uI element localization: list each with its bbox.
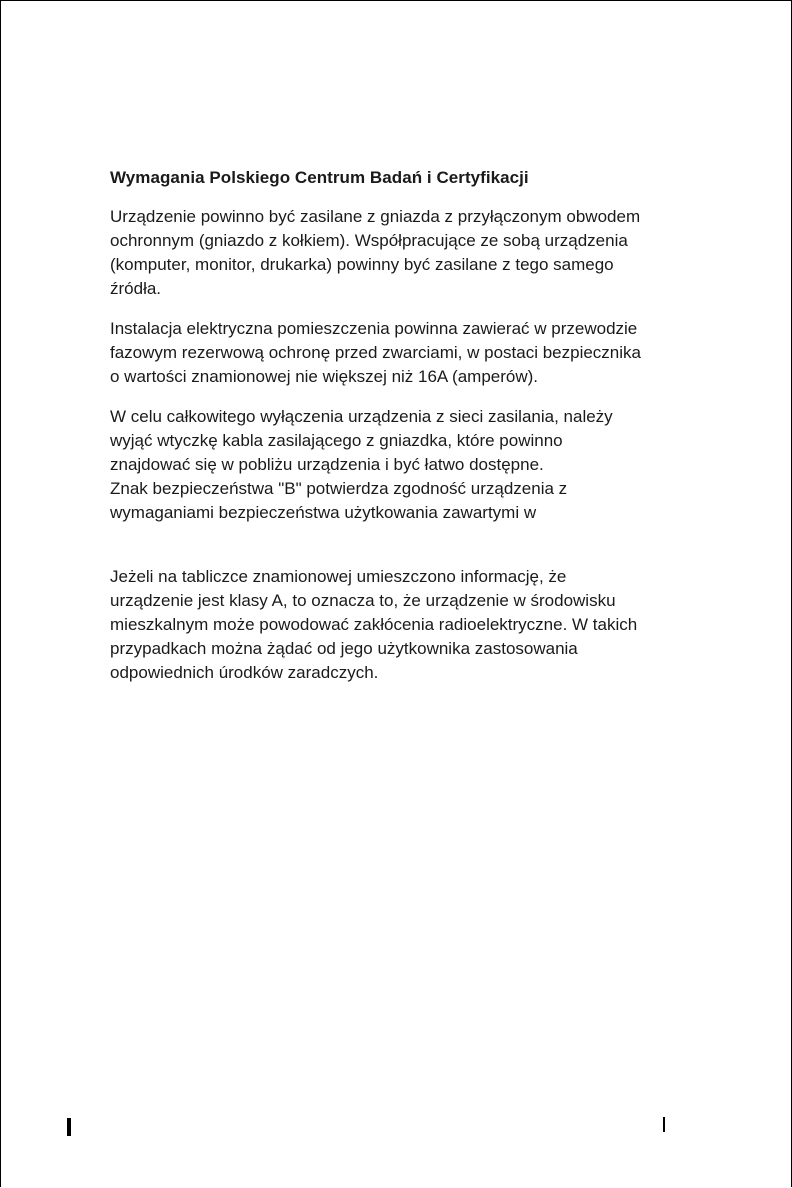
paragraph-power-supply: Urządzenie powinno być zasilane z gniazda z przyłączonym obwodem ochronnym (gniazdo z kołkiem). Współpracujące ze sobą urządzenia (komputer, monitor, drukarka) powinny być zasilane z tego samego źródła. xyxy=(110,207,641,298)
paragraph-electrical-installation: Instalacja elektryczna pomieszczenia powinna zawierać w przewodzie fazowym rezerwową ochronę przed zwarciami, w postaci bezpiecznika o wartości znamionowej nie większej niż 16A (amperów). xyxy=(110,319,641,386)
page-title: Wymagania Polskiego Centrum Badań i Certyfikacji xyxy=(110,168,529,187)
paragraph-disconnect: W celu całkowitego wyłączenia urządzenia z sieci zasilania, należy wyjąć wtyczkę kabla zasilającego z gniazdka, które powinno znajdować się w pobliżu urządzenia i być łatwo dostępne. xyxy=(110,407,613,474)
footer-right-marker xyxy=(663,1117,665,1132)
paragraph-class-a: Jeżeli na tabliczce znamionowej umieszczono informację, że urządzenie jest klasy A, to oznacza to, że urządzenie w środowisku mieszkalnym może powodować zakłócenia radioelektryczne. W takich przypadkach można żądać od jego użytkownika zastosowania odpowiednich úrodków zaradczych. xyxy=(110,567,638,682)
paragraph-safety-mark: Znak bezpieczeństwa "B" potwierdza zgodność urządzenia z wymaganiami bezpieczeństwa użytkowania zawartymi w xyxy=(110,479,568,522)
document-body xyxy=(110,167,710,685)
footer-left-marker xyxy=(67,1118,71,1136)
